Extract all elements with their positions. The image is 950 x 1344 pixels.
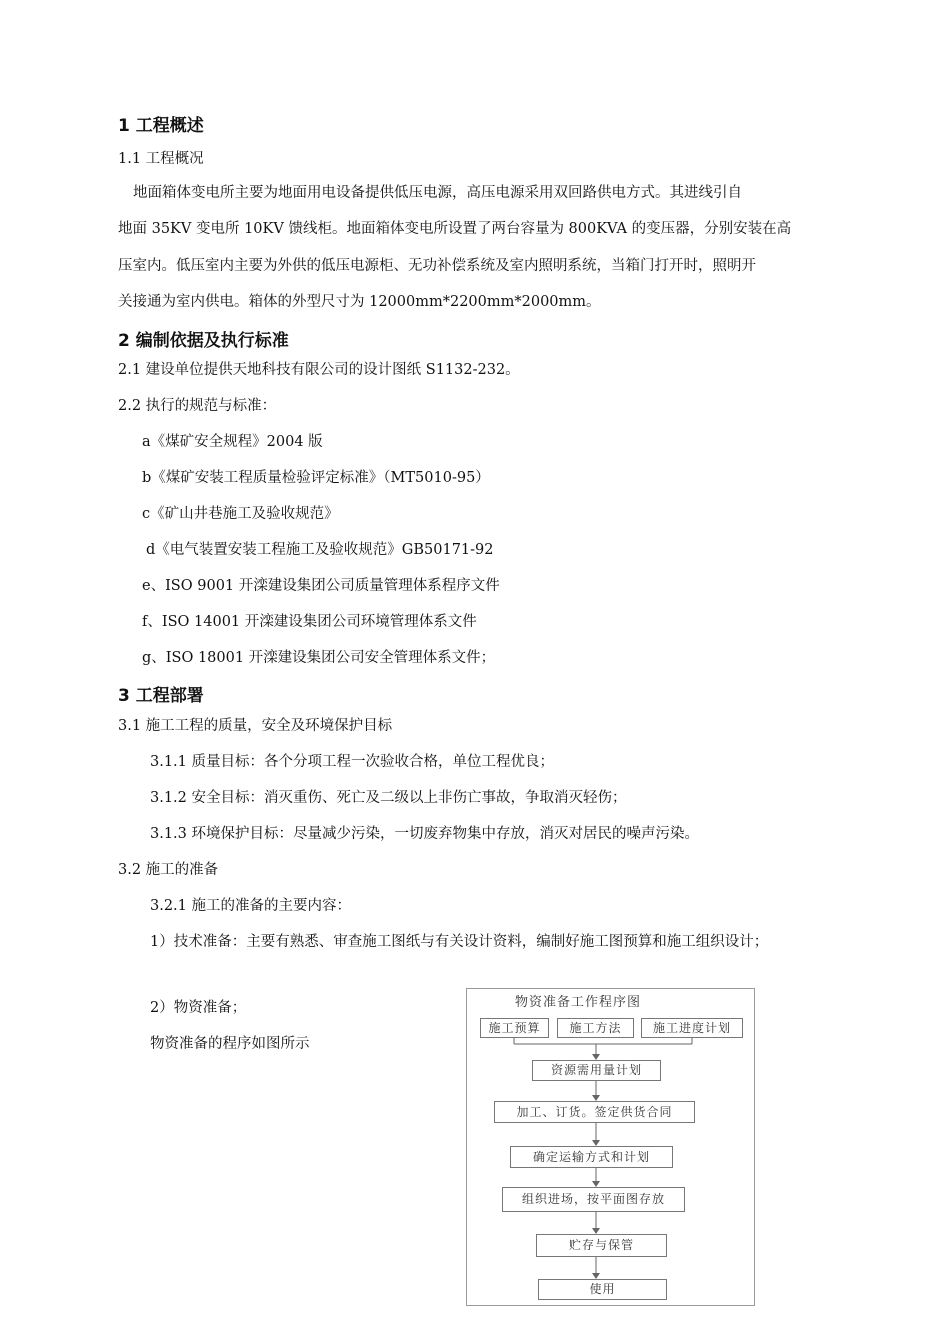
overview-line-1: 地面箱体变电所主要为地面用电设备提供低压电源，高压电源采用双回路供电方式。其进线引自 [133,185,742,201]
overview-line-2: 地面 35KV 变电所 10KV 馈线柜。地面箱体变电所设置了两台容量为 800KVA 的变压器，分别安装在高 [118,221,792,237]
standard-d: d《电气装置安装工程施工及验收规范》GB50171-92 [146,542,494,558]
section-3-1: 3.1 施工工程的质量，安全及环境保护目标 [118,718,393,734]
section-3-heading: 3 工程部署 [118,686,204,706]
flow-step-order-contract: 加工、订货。签定供货合同 [494,1101,695,1123]
flow-step-transport-plan: 确定运输方式和计划 [510,1146,673,1168]
standard-a: a《煤矿安全规程》2004 版 [142,434,323,450]
section-2-2: 2.2 执行的规范与标准： [118,398,277,414]
standard-g: g、ISO 18001 开滦建设集团公司安全管理体系文件； [142,650,496,666]
overview-line-4: 关接通为室内供电。箱体的外型尺寸为 12000mm*2200mm*2000mm。 [118,294,601,310]
section-2-1: 2.1 建设单位提供天地科技有限公司的设计图纸 S1132-232。 [118,362,520,378]
flow-step-use: 使用 [538,1279,667,1300]
flow-box-method: 施工方法 [557,1018,634,1038]
material-preparation: 2）物资准备； [150,1000,247,1016]
safety-goal: 3.1.2 安全目标：消灭重伤、死亡及二级以上非伤亡事故，争取消灭轻伤； [150,790,627,806]
section-1-1-title: 1.1 工程概况 [118,151,204,167]
material-preparation-note: 物资准备的程序如图所示 [150,1036,310,1052]
flow-box-schedule: 施工进度计划 [641,1018,743,1038]
overview-line-3: 压室内。低压室内主要为外供的低压电源柜、无功补偿系统及室内照明系统，当箱门打开时，照明开 [118,258,756,274]
standard-e: e、ISO 9001 开滦建设集团公司质量管理体系程序文件 [142,578,500,594]
section-2-heading: 2 编制依据及执行标准 [118,331,289,351]
flow-step-resource-plan: 资源需用量计划 [532,1060,661,1081]
section-1-heading: 1 工程概述 [118,116,204,136]
technical-preparation: 1）技术准备：主要有熟悉、审查施工图纸与有关设计资料，编制好施工图预算和施工组织设计； [150,934,769,950]
section-3-2-1: 3.2.1 施工的准备的主要内容： [150,898,352,914]
flow-box-budget: 施工预算 [480,1018,549,1038]
standard-b: b《煤矿安装工程质量检验评定标准》（MT5010-95） [142,470,490,486]
environment-goal: 3.1.3 环境保护目标：尽量减少污染，一切废弃物集中存放，消灭对居民的噪声污染。 [150,826,700,842]
flowchart-title: 物资准备工作程序图 [515,995,642,1010]
standard-f: f、ISO 14001 开滦建设集团公司环境管理体系文件 [142,614,477,630]
quality-goal: 3.1.1 质量目标：各个分项工程一次验收合格，单位工程优良； [150,754,555,770]
standard-c: c《矿山井巷施工及验收规范》 [142,506,339,522]
flow-step-site-storage: 组织进场，按平面图存放 [502,1187,685,1212]
section-3-2: 3.2 施工的准备 [118,862,219,878]
flow-step-keeping: 贮存与保管 [536,1234,667,1257]
